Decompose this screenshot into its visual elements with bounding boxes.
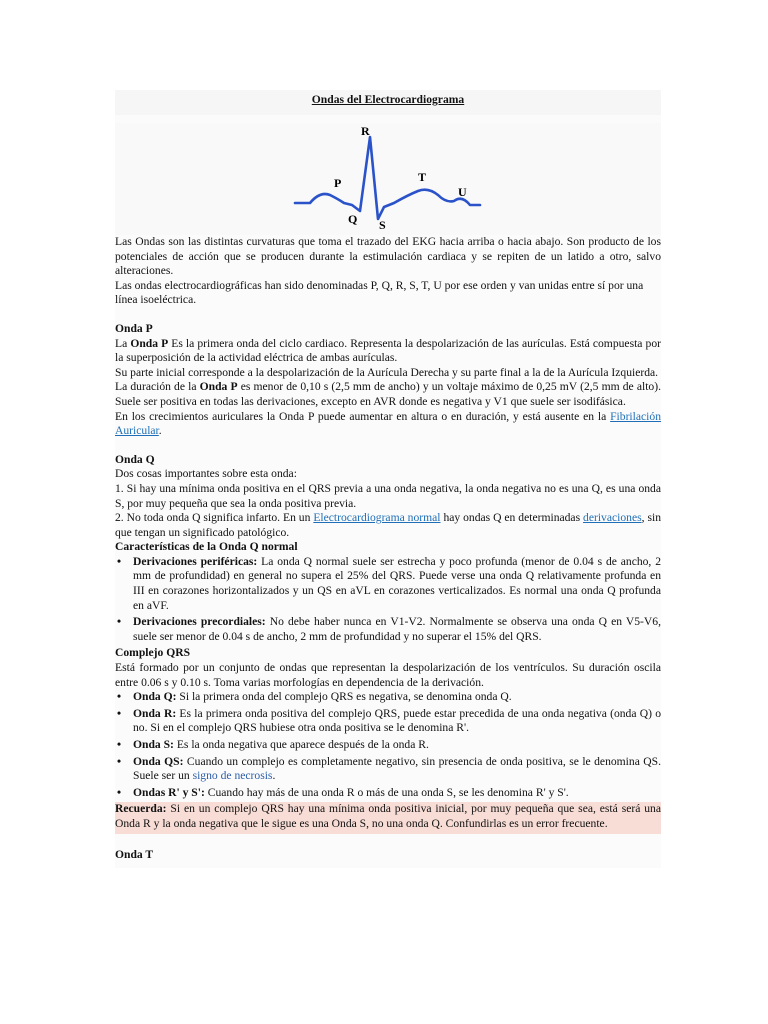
onda-p-paragraph-4 [115,410,661,439]
qrs-list [115,690,661,800]
text-run: No debe haber nunca en V1-V2. Normalmente se observa una onda Q en V5-V6, suele ser menor de 0.04 s de ancho, 2 mm de profundidad y no superar el 15% del QRS. [133,615,661,643]
list-item [133,786,661,801]
text-run: En los crecimientos auriculares la Onda P puede aumentar en altura o en duración, y está ausente en la [115,409,611,423]
bold-term: Onda P [130,336,169,350]
ecg-figure [115,123,661,235]
bold-term: Onda Q: [133,690,177,704]
list-item [133,555,661,613]
text-run: Cuando hay más de una onda R o más de una onda S, se les denomina R' y S'. [204,785,569,799]
text-run: 2. No toda onda Q significa infarto. En un [115,511,314,525]
text-run: , sin que tengan un significado patológico. [115,511,661,539]
heading-onda-q-normal: Características de la Onda Q normal [115,540,298,554]
document-title: Ondas del Electrocardiograma [115,90,661,115]
recuerda-note [115,802,661,833]
derivaciones-link[interactable]: derivaciones [583,511,642,525]
label-r: R [361,124,370,138]
label-p: P [334,176,342,190]
bold-term: Onda P [199,380,238,394]
bold-term: Onda R: [133,706,177,720]
text-run: Es la primera onda positiva del complejo QRS, puede estar precedida de una onda negativa (onda Q) o no. Si en el complejo QRS hubiese otra onda positiva se le denomina R'. [133,706,662,735]
onda-p-paragraph-2: Su parte inicial corresponde a la despolarización de la Aurícula Derecha y su parte final a la de la Aurícula Izquierda. [115,365,659,379]
onda-q-normal-list [115,555,661,645]
list-item [133,690,661,705]
document-sheet [115,90,661,868]
heading-complejo-qrs: Complejo QRS [115,646,191,660]
bold-term: Derivaciones periféricas: [133,554,258,568]
label-u: U [458,185,467,199]
text-run: . [272,769,276,783]
bold-term: Derivaciones precordiales: [133,615,266,629]
text-run: La [115,336,131,350]
label-q: Q [348,212,358,226]
heading-onda-q: Onda Q [115,452,155,466]
bold-term: Onda QS: [133,754,184,768]
onda-p-paragraph-1 [115,337,661,366]
label-t: T [418,170,427,184]
signo-de-necrosis-link[interactable]: signo de necrosis [192,769,273,783]
list-item [133,615,661,644]
text-run: Si la primera onda del complejo QRS es negativa, se denomina onda Q. [176,690,512,704]
electrocardiograma-normal-link[interactable]: Electrocardiograma normal [313,511,441,525]
bold-term: Onda S: [133,738,174,751]
label-s: S [379,218,386,232]
onda-q-item-2 [115,511,661,540]
text-run: hay ondas Q en determinadas [440,511,584,525]
onda-p-paragraph-3 [115,380,661,409]
onda-q-intro: Dos cosas importantes sobre esta onda: [115,467,297,481]
heading-onda-p: Onda P [115,321,153,335]
qrs-intro: Está formado por un conjunto de ondas que representan la despolarización de los ventrículos. Su duración oscila entre 0.06 s y 0.10 s. Toma varias morfologías en dependencia de la derivación. [115,661,661,689]
list-item [133,707,661,736]
list-item [133,755,661,784]
bold-term: Recuerda: [115,802,167,816]
text-run: es menor de 0,10 s (2,5 mm de ancho) y un voltaje máximo de 0,25 mV (2,5 mm de alto). Suele ser positiva en todas las derivaciones, excepto en AVR donde es negativa y V1 que suele ser isodifásica. [115,380,661,408]
text-run: La onda Q normal suele ser estrecha y poco profunda (menor de 0.04 s de ancho, 2 mm de profundidad) en general no supera el 25% del QRS. Puede verse una onda Q relativamente profunda en III en corazones horizontalizados y un QS en aVL en corazones verticalizados. Es normal una onda Q profunda en aVF. [133,554,661,612]
text-run: Si en un complejo QRS hay una mínima onda positiva inicial, por muy pequeña que sea, está será una Onda R y la onda negativa que le sigue es una Onda S, no una onda Q. Confundirlas es un error frecuente. [115,802,661,830]
bold-term: Ondas R' y S': [133,785,205,799]
text-run: Es la primera onda del ciclo cardiaco. Representa la despolarización de las aurículas. Está compuesta por la superposición de la actividad eléctrica de ambas aurículas. [115,336,661,365]
ecg-trace [295,137,480,219]
heading-onda-t: Onda T [115,847,154,861]
onda-q-item-1: 1. Si hay una mínima onda positiva en el QRS previa a una onda negativa, la onda negativa no es una Q, es una onda S, por muy pequeña que sea la onda positiva previa. [115,481,661,510]
intro-paragraph-2: Las ondas electrocardiográficas han sido denominadas P, Q, R, S, T, U por ese orden y van unidas entre sí por una línea isoeléctrica. [115,278,644,307]
text-run: Cuando un complejo es completamente negativo, sin presencia de onda positiva, se le denomina QS. Suele ser un [133,754,661,783]
text-run: La duración de la [115,380,200,394]
text-run: Es la onda negativa que aparece después de la onda R. [173,738,429,751]
fibrilacion-auricular-link[interactable]: Fibrilación Auricular [115,409,661,438]
ecg-waveform [290,123,490,235]
intro-paragraph-1: Las Ondas son las distintas curvaturas que toma el trazado del EKG hacia arriba o hacia abajo. Son producto de los potenciales de acción que se producen durante la estimulación cardiaca y se repiten de un latido a otro, salvo alteraciones. [115,235,661,278]
text-run: . [158,424,162,438]
list-item [133,738,661,753]
